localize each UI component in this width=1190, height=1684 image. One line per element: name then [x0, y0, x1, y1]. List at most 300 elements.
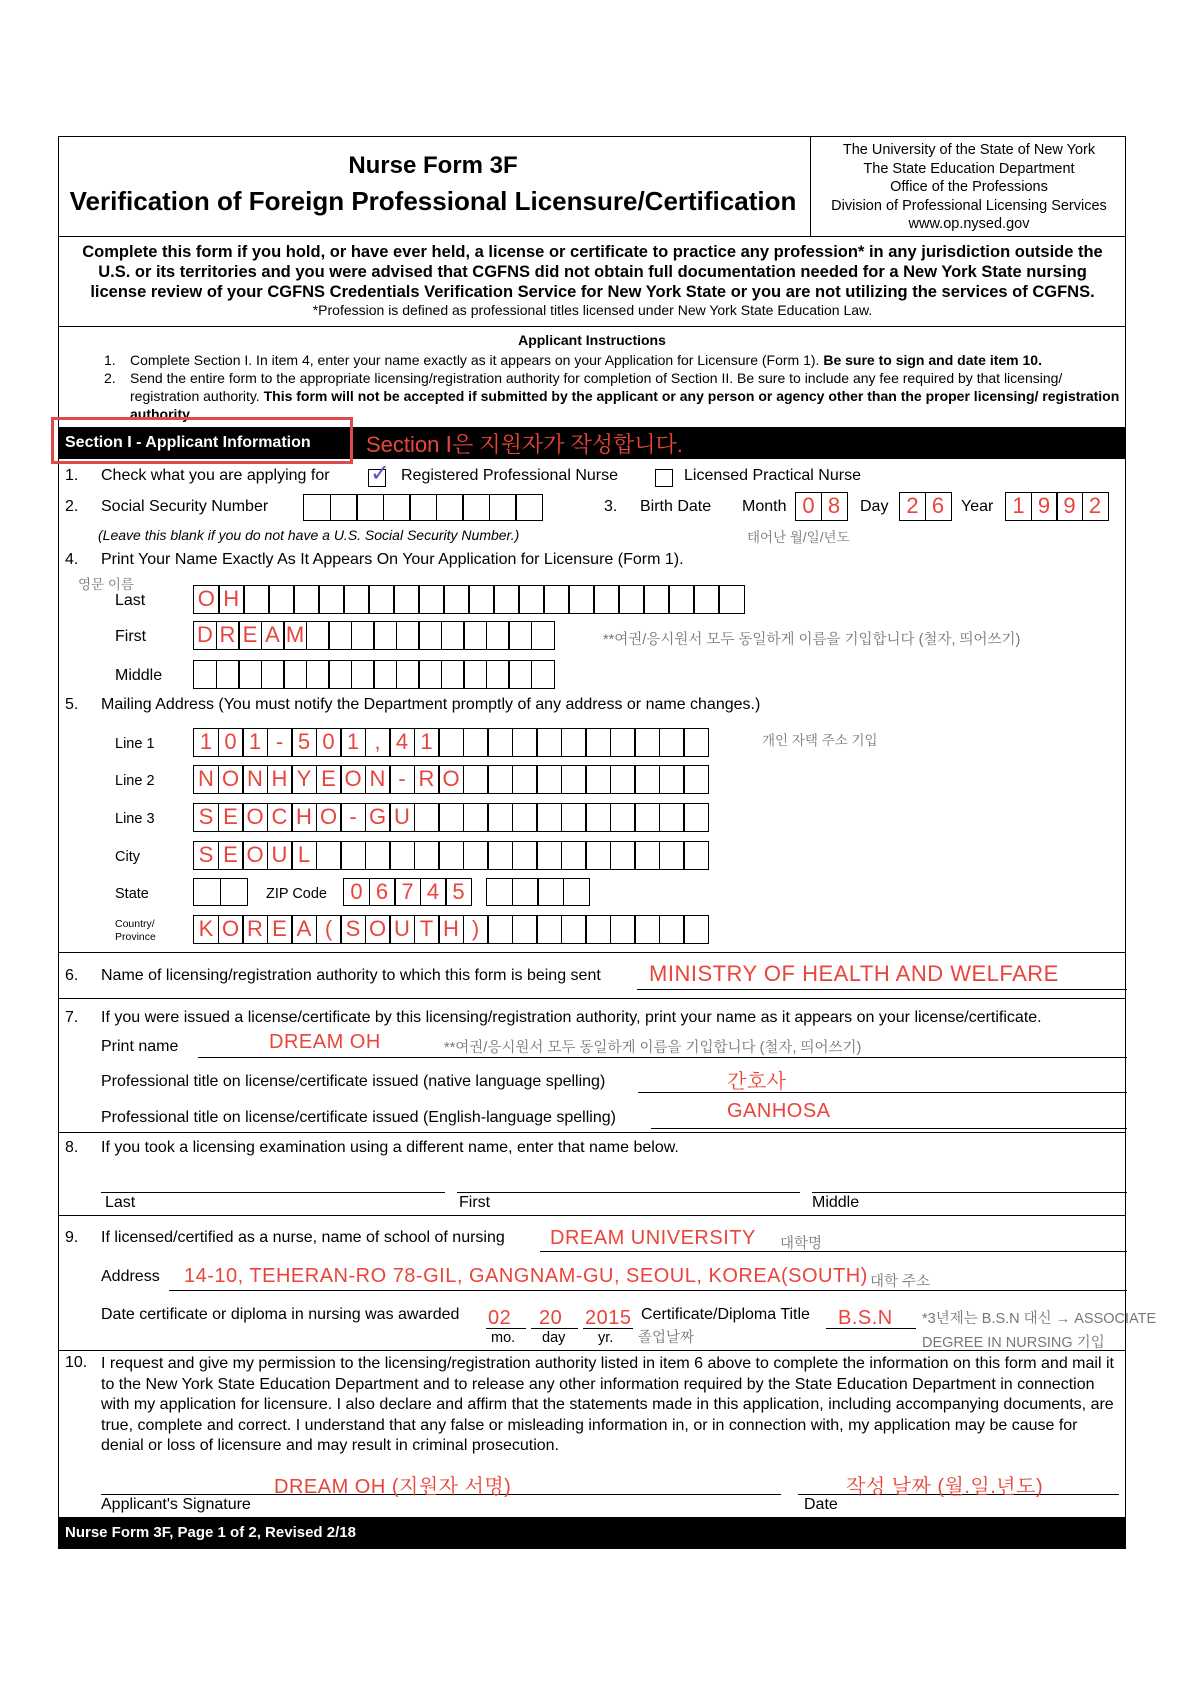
middle-name-char[interactable] — [193, 660, 217, 689]
q2-label: Social Security Number — [101, 498, 269, 515]
last-name-char[interactable] — [493, 585, 520, 614]
first-name-char[interactable] — [463, 621, 487, 650]
divider — [58, 1215, 1126, 1216]
date-label: Date — [804, 1496, 838, 1513]
address-line1-char[interactable] — [487, 728, 513, 757]
address-line3-char[interactable]: O — [242, 803, 268, 832]
day-digit[interactable]: 2 — [899, 492, 926, 521]
middle-name-char[interactable] — [486, 660, 510, 689]
city-char[interactable] — [365, 841, 391, 870]
address-line2-char[interactable] — [610, 765, 636, 794]
signature-label: Applicant's Signature — [101, 1496, 251, 1513]
address-line3-char[interactable] — [487, 803, 513, 832]
middle-name-char[interactable] — [373, 660, 397, 689]
q10-number: 10. — [65, 1354, 88, 1371]
divider — [58, 1132, 1126, 1133]
header-divider — [810, 136, 811, 236]
signature-value[interactable]: DREAM OH (지원자 서명) — [274, 1476, 512, 1498]
country-char[interactable]: T — [414, 915, 440, 944]
last-name-char[interactable] — [318, 585, 345, 614]
q1-label: Check what you are applying for — [101, 467, 330, 484]
diploma-title-annotation: DEGREE IN NURSING 기입 — [922, 1335, 1105, 1351]
instructions-title: Applicant Instructions — [518, 332, 666, 348]
address-line2-field[interactable] — [193, 765, 709, 794]
middle-name-char[interactable] — [328, 660, 352, 689]
middle-name-field[interactable] — [193, 660, 555, 689]
address-line2-char[interactable] — [634, 765, 660, 794]
last-name-char[interactable] — [518, 585, 545, 614]
agency-block — [812, 141, 1126, 234]
address-line2-char[interactable] — [487, 765, 513, 794]
address-line3-char[interactable]: O — [316, 803, 342, 832]
native-title-value[interactable]: 간호사 — [727, 1071, 787, 1093]
ssn-digit[interactable] — [489, 494, 517, 521]
address-line3-char[interactable]: - — [340, 803, 366, 832]
city-char[interactable] — [683, 841, 709, 870]
ssn-digit[interactable] — [383, 494, 411, 521]
address-line3-char[interactable] — [634, 803, 660, 832]
address-line2-char[interactable]: N — [242, 765, 268, 794]
address-line2-char[interactable]: R — [414, 765, 440, 794]
day-label: Day — [860, 498, 889, 515]
address-line3-char[interactable]: G — [365, 803, 391, 832]
country-char[interactable] — [610, 915, 636, 944]
last-name-char[interactable] — [418, 585, 445, 614]
line1-annotation: 개인 자택 주소 기입 — [762, 733, 878, 748]
zip-ext-digit[interactable] — [563, 878, 590, 906]
q5-number: 5. — [65, 696, 79, 713]
zip-ext-digit[interactable] — [537, 878, 564, 906]
last-name-char[interactable] — [568, 585, 595, 614]
country-char[interactable] — [683, 915, 709, 944]
print-name-annotation: **여권/응시원서 모두 동일하게 이름을 기입합니다 (철자, 띄어쓰기) — [444, 1040, 862, 1056]
divider — [58, 952, 1126, 953]
middle-name-char[interactable] — [261, 660, 285, 689]
ssn-digit[interactable] — [356, 494, 384, 521]
country-char[interactable] — [659, 915, 685, 944]
address-line1-char[interactable]: 1 — [193, 728, 219, 757]
q6-underline — [637, 989, 1127, 990]
last-name-char[interactable]: H — [218, 585, 245, 614]
lpn-checkbox[interactable] — [655, 469, 673, 487]
last-name-char[interactable]: O — [193, 585, 220, 614]
country-char[interactable]: A — [291, 915, 317, 944]
country-char[interactable]: E — [267, 915, 293, 944]
first-name-char[interactable] — [508, 621, 532, 650]
first-name-char[interactable]: E — [238, 621, 262, 650]
country-char[interactable]: R — [242, 915, 268, 944]
zip-field[interactable] — [343, 878, 472, 906]
check-icon: ✓ — [370, 460, 391, 487]
agency-line: Office of the Professions — [890, 179, 1048, 195]
day-digit[interactable]: 6 — [925, 492, 952, 521]
first-name-char[interactable] — [351, 621, 375, 650]
q1-number: 1. — [65, 467, 79, 484]
country-char[interactable] — [512, 915, 538, 944]
zip-ext-digit[interactable] — [486, 878, 513, 906]
address-line3-char[interactable] — [659, 803, 685, 832]
country-label-line: Province — [115, 931, 156, 943]
declaration-text: I request and give my permission to the licensing/registration authority listed in item 6 above to complete the information on this form and mail it to the New York State Education Department and to release any other information required by the State Education Department in connection with my application for licensure. I also declare and affirm that the statements made in this application, including accompanying documents, are true, complete and correct. I understand that any false or misleading information in, or in connection with, my application may be cause for denial or loss of licensure and may result in criminal prosecution. — [101, 1355, 1114, 1454]
print-name-value[interactable]: DREAM OH — [269, 1031, 381, 1053]
address-line1-char[interactable] — [536, 728, 562, 757]
instruction-number: 2. — [104, 370, 116, 386]
diploma-title-label: Certificate/Diploma Title — [641, 1306, 810, 1323]
first-name-char[interactable] — [373, 621, 397, 650]
last-name-char[interactable] — [668, 585, 695, 614]
school-annotation: 대학명 — [780, 1236, 823, 1252]
agency-website: www.op.nysed.gov — [908, 216, 1030, 232]
agency-line: The University of the State of New York — [842, 142, 1096, 158]
city-char[interactable] — [512, 841, 538, 870]
city-char[interactable] — [585, 841, 611, 870]
divider — [58, 1350, 1126, 1351]
first-name-char[interactable]: A — [261, 621, 285, 650]
instruction-emphasis: This form will not be accepted if submitted by the applicant or any person or agency other than the proper licensing/ registration authority. — [130, 388, 1120, 422]
city-field[interactable] — [193, 841, 709, 870]
section-1-annotation: Section Ⅰ은 지원자가 작성합니다. — [366, 432, 683, 457]
first-name-char[interactable]: R — [216, 621, 240, 650]
city-char[interactable] — [659, 841, 685, 870]
last-name-char[interactable] — [268, 585, 295, 614]
country-char[interactable]: O — [218, 915, 244, 944]
address-line3-char[interactable]: E — [218, 803, 244, 832]
first-name-char[interactable] — [531, 621, 555, 650]
city-char[interactable] — [610, 841, 636, 870]
country-char[interactable]: H — [438, 915, 464, 944]
city-char[interactable]: O — [242, 841, 268, 870]
q8-middle-underline[interactable] — [812, 1192, 1127, 1193]
country-char[interactable]: ) — [463, 915, 489, 944]
address-line2-char[interactable]: N — [193, 765, 219, 794]
city-char[interactable]: U — [267, 841, 293, 870]
q7-label: If you were issued a license/certificate by this licensing/registration authority, print your name as it appears on your license/certificate. — [101, 1009, 1042, 1026]
address-line3-char[interactable] — [414, 803, 440, 832]
city-char[interactable] — [316, 841, 342, 870]
q8-last-label: Last — [105, 1194, 136, 1211]
last-name-char[interactable] — [693, 585, 720, 614]
city-label: City — [115, 849, 140, 865]
q4-number: 4. — [65, 551, 79, 568]
address-line1-char[interactable] — [659, 728, 685, 757]
address-line2-char[interactable]: O — [340, 765, 366, 794]
q4-label: Print Your Name Exactly As It Appears On Your Application for Licensure (Form 1). — [101, 551, 684, 568]
diploma-title-value[interactable]: B.S.N — [838, 1307, 893, 1329]
first-name-char[interactable]: M — [283, 621, 307, 650]
last-name-char[interactable] — [343, 585, 370, 614]
first-name-char[interactable] — [441, 621, 465, 650]
agency-line: Division of Professional Licensing Services — [831, 197, 1107, 214]
address-line1-field[interactable] — [193, 728, 709, 757]
country-char[interactable]: ( — [316, 915, 342, 944]
zip-ext-digit[interactable] — [512, 878, 539, 906]
address-line3-char[interactable]: S — [193, 803, 219, 832]
section-1-label: Section I - Applicant Information — [65, 434, 311, 451]
agency-line: The State Education Department — [863, 160, 1075, 177]
year-digit[interactable]: 1 — [1005, 492, 1032, 521]
address-line1-char[interactable] — [585, 728, 611, 757]
last-name-char[interactable] — [393, 585, 420, 614]
city-char[interactable]: E — [218, 841, 244, 870]
address-line1-char[interactable]: 0 — [316, 728, 342, 757]
middle-name-char[interactable] — [283, 660, 307, 689]
intro-note: *Profession is defined as professional titles licensed under New York State Education Law. — [312, 302, 873, 318]
country-char[interactable]: K — [193, 915, 219, 944]
address-line2-char[interactable]: O — [438, 765, 464, 794]
day-caption: day — [542, 1330, 566, 1346]
address-line1-char[interactable] — [438, 728, 464, 757]
address-line1-char[interactable] — [610, 728, 636, 757]
address-line1-char[interactable] — [512, 728, 538, 757]
address-line1-char[interactable]: 4 — [389, 728, 415, 757]
q7-number: 7. — [65, 1009, 79, 1026]
birth-date-annotation: 태어난 월/일/년도 — [747, 530, 850, 545]
month-digit[interactable]: 8 — [821, 492, 848, 521]
ssn-digit[interactable] — [330, 494, 358, 521]
q3-number: 3. — [604, 498, 618, 515]
diploma-title-annotation: *3년제는 B.S.N 대신 → ASSOCIATE — [922, 1311, 1157, 1327]
english-title-label: Professional title on license/certificate issued (English-language spelling) — [101, 1109, 616, 1126]
award-year-value[interactable]: 2015 — [585, 1307, 632, 1329]
state-label: State — [115, 886, 149, 902]
instruction-emphasis: Be sure to sign and date item 10. — [823, 352, 1042, 368]
middle-name-char[interactable] — [441, 660, 465, 689]
address-line3-char[interactable] — [610, 803, 636, 832]
address-line3-char[interactable]: H — [291, 803, 317, 832]
first-name-char[interactable] — [306, 621, 330, 650]
country-char[interactable] — [561, 915, 587, 944]
q8-first-label: First — [459, 1194, 491, 1211]
address-line2-char[interactable] — [659, 765, 685, 794]
q9-label: If licensed/certified as a nurse, name of school of nursing — [101, 1229, 505, 1246]
city-char[interactable] — [414, 841, 440, 870]
address-line2-char[interactable]: H — [267, 765, 293, 794]
city-char[interactable] — [389, 841, 415, 870]
ssn-digit[interactable] — [515, 494, 543, 521]
address-line3-char[interactable] — [683, 803, 709, 832]
address-line2-char[interactable] — [585, 765, 611, 794]
zip-digit[interactable]: 0 — [343, 878, 370, 906]
address-line3-field[interactable] — [193, 803, 709, 832]
zip-label: ZIP Code — [266, 886, 327, 902]
instruction-number: 1. — [104, 352, 116, 368]
city-char[interactable] — [438, 841, 464, 870]
address-line1-char[interactable] — [561, 728, 587, 757]
country-char[interactable] — [487, 915, 513, 944]
month-digit[interactable]: 0 — [795, 492, 822, 521]
address-line2-char[interactable]: O — [218, 765, 244, 794]
address-line3-char[interactable] — [561, 803, 587, 832]
middle-name-char[interactable] — [418, 660, 442, 689]
q8-last-underline[interactable] — [101, 1192, 445, 1193]
line3-label: Line 3 — [115, 811, 155, 827]
q2-number: 2. — [65, 498, 79, 515]
country-label — [115, 918, 156, 944]
q6-label: Name of licensing/registration authority to which this form is being sent — [101, 967, 601, 984]
last-name-char[interactable] — [468, 585, 495, 614]
last-name-char[interactable] — [593, 585, 620, 614]
address-line1-char[interactable]: , — [365, 728, 391, 757]
ssn-field[interactable] — [303, 494, 543, 521]
address-line3-char[interactable] — [585, 803, 611, 832]
school-address-value[interactable]: 14-10, TEHERAN-RO 78-GIL, GANGNAM-GU, SEOUL, KOREA(SOUTH) — [184, 1265, 868, 1287]
address-line1-char[interactable]: 5 — [291, 728, 317, 757]
middle-name-char[interactable] — [508, 660, 532, 689]
address-line3-char[interactable] — [463, 803, 489, 832]
divider — [58, 326, 1126, 327]
school-value[interactable]: DREAM UNIVERSITY — [550, 1227, 756, 1249]
middle-name-char[interactable] — [351, 660, 375, 689]
divider — [58, 998, 1126, 999]
q8-middle-label: Middle — [812, 1194, 860, 1211]
last-name-char[interactable] — [643, 585, 670, 614]
q5-label: Mailing Address (You must notify the Department promptly of any address or name changes.) — [101, 696, 761, 713]
country-char[interactable]: U — [389, 915, 415, 944]
country-char[interactable]: O — [365, 915, 391, 944]
last-name-char[interactable] — [368, 585, 395, 614]
city-char[interactable] — [561, 841, 587, 870]
address-line2-char[interactable]: Y — [291, 765, 317, 794]
lpn-option-label: Licensed Practical Nurse — [684, 467, 861, 484]
year-label: Year — [961, 498, 994, 515]
first-name-char[interactable] — [328, 621, 352, 650]
address-line1-char[interactable]: 1 — [414, 728, 440, 757]
address-line2-char[interactable] — [512, 765, 538, 794]
zip-digit[interactable]: 7 — [394, 878, 421, 906]
state-field[interactable] — [193, 878, 248, 906]
address-line2-char[interactable] — [683, 765, 709, 794]
city-char[interactable] — [634, 841, 660, 870]
birth-year-field[interactable] — [1005, 492, 1109, 521]
middle-name-char[interactable] — [396, 660, 420, 689]
address-line2-char[interactable] — [536, 765, 562, 794]
native-title-underline — [638, 1092, 1127, 1093]
first-name-annotation: **여권/응시원서 모두 동일하게 이름을 기입합니다 (철자, 띄어쓰기) — [603, 632, 1021, 648]
date-value[interactable]: 작성 날짜 (월.일.년도) — [846, 1476, 1044, 1498]
zip-digit[interactable]: 6 — [369, 878, 396, 906]
ssn-digit[interactable] — [409, 494, 437, 521]
first-name-label: First — [115, 628, 147, 645]
address-line1-char[interactable]: 1 — [340, 728, 366, 757]
last-name-char[interactable] — [443, 585, 470, 614]
middle-name-char[interactable] — [531, 660, 555, 689]
year-digit[interactable]: 2 — [1082, 492, 1109, 521]
country-field[interactable] — [193, 915, 709, 944]
zip-digit[interactable]: 4 — [420, 878, 447, 906]
country-char[interactable] — [536, 915, 562, 944]
ssn-digit[interactable] — [436, 494, 464, 521]
middle-name-char[interactable] — [238, 660, 262, 689]
city-char[interactable] — [487, 841, 513, 870]
zip-extension-field[interactable] — [486, 878, 590, 906]
city-char[interactable]: L — [291, 841, 317, 870]
address-line2-char[interactable]: N — [365, 765, 391, 794]
city-char[interactable] — [463, 841, 489, 870]
middle-name-label: Middle — [115, 667, 163, 684]
zip-digit[interactable]: 5 — [445, 878, 472, 906]
middle-name-char[interactable] — [216, 660, 240, 689]
line2-label: Line 2 — [115, 773, 155, 789]
address-line3-char[interactable] — [536, 803, 562, 832]
last-name-char[interactable] — [243, 585, 270, 614]
q8-label: If you took a licensing examination using a different name, enter that name below. — [101, 1139, 679, 1156]
year-caption: yr. — [598, 1330, 614, 1346]
award-day-value[interactable]: 20 — [539, 1307, 563, 1329]
year-digit[interactable]: 9 — [1056, 492, 1083, 521]
city-char[interactable] — [340, 841, 366, 870]
address-line1-char[interactable]: 0 — [218, 728, 244, 757]
country-char[interactable]: S — [340, 915, 366, 944]
award-month-value[interactable]: 02 — [488, 1307, 512, 1329]
country-char[interactable] — [634, 915, 660, 944]
state-char[interactable] — [220, 878, 248, 906]
middle-name-char[interactable] — [306, 660, 330, 689]
last-name-char[interactable] — [293, 585, 320, 614]
address-line3-char[interactable]: C — [267, 803, 293, 832]
first-name-char[interactable] — [486, 621, 510, 650]
address-line1-char[interactable]: - — [267, 728, 293, 757]
english-title-value[interactable]: GANHOSA — [727, 1100, 831, 1122]
last-name-char[interactable] — [618, 585, 645, 614]
instruction-text: Complete Section I. In item 4, enter your name exactly as it appears on your Application for Licensure (Form 1). — [130, 352, 820, 368]
q6-number: 6. — [65, 967, 79, 984]
q8-first-underline[interactable] — [457, 1192, 800, 1193]
instruction-text: Send the entire form to the appropriate licensing/registration authority for completion of Section II. Be sure to include any fee required by that licensing/ registration authority. — [130, 370, 1063, 404]
address-line2-char[interactable] — [561, 765, 587, 794]
birth-day-field[interactable] — [899, 492, 952, 521]
city-char[interactable]: S — [193, 841, 219, 870]
intro-text: Complete this form if you hold, or have ever held, a license or certificate to practice any profession* in any jurisdiction outside the U.S. or its territories and you were advised that CGFNS did not obtain full documentation needed for a New York State nursing license review of your CGFNS Credentials Verification Service for New York State or you are not utilizing the services of CGFNS. — [82, 243, 1103, 301]
middle-name-char[interactable] — [463, 660, 487, 689]
address-line3-char[interactable]: U — [389, 803, 415, 832]
country-char[interactable] — [585, 915, 611, 944]
first-name-char[interactable]: D — [193, 621, 217, 650]
address-line3-char[interactable] — [438, 803, 464, 832]
award-date-annotation: 졸업날짜 — [638, 1330, 695, 1346]
birth-month-field[interactable] — [795, 492, 848, 521]
rn-checkbox[interactable] — [368, 460, 391, 487]
last-name-char[interactable] — [718, 585, 745, 614]
country-label-line: Country/ — [115, 918, 155, 930]
address-line2-char[interactable] — [463, 765, 489, 794]
month-caption: mo. — [491, 1330, 516, 1346]
address-line1-char[interactable] — [463, 728, 489, 757]
address-line3-char[interactable] — [512, 803, 538, 832]
highlight-box — [51, 417, 353, 464]
address-line1-char[interactable] — [683, 728, 709, 757]
divider — [58, 236, 1126, 237]
address-line2-char[interactable]: E — [316, 765, 342, 794]
instruction-item-2 — [104, 369, 1126, 422]
city-char[interactable] — [536, 841, 562, 870]
address-line1-char[interactable]: 1 — [242, 728, 268, 757]
year-digit[interactable]: 9 — [1031, 492, 1058, 521]
state-char[interactable] — [193, 878, 221, 906]
q8-number: 8. — [65, 1139, 79, 1156]
first-name-char[interactable] — [418, 621, 442, 650]
last-name-field[interactable] — [193, 585, 745, 614]
first-name-char[interactable] — [396, 621, 420, 650]
last-name-char[interactable] — [543, 585, 570, 614]
address-line2-char[interactable]: - — [389, 765, 415, 794]
ssn-digit[interactable] — [303, 494, 331, 521]
address-line1-char[interactable] — [634, 728, 660, 757]
first-name-field[interactable] — [193, 621, 555, 650]
authority-value[interactable]: MINISTRY OF HEALTH AND WELFARE — [649, 961, 1059, 986]
month-label: Month — [742, 498, 787, 515]
ssn-digit[interactable] — [462, 494, 490, 521]
school-address-label: Address — [101, 1268, 160, 1285]
